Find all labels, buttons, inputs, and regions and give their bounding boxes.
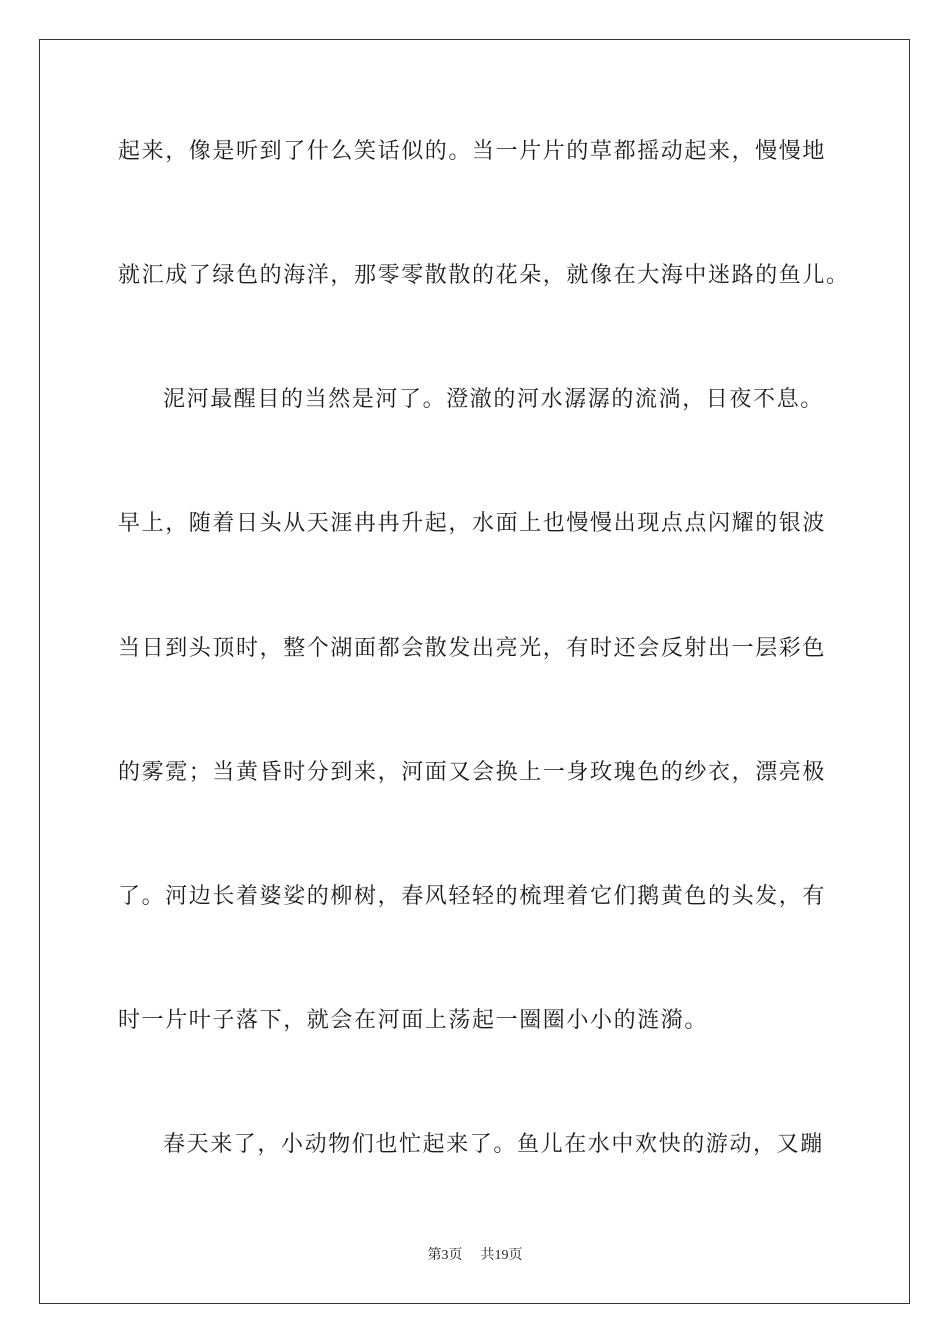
page-border — [39, 39, 910, 1304]
text-line-5: 当日到头顶时，整个湖面都会散发出亮光，有时还会反射出一层彩色 — [118, 636, 827, 661]
text-line-1: 起来，像是听到了什么笑话似的。当一片片的草都摇动起来，慢慢地 — [118, 139, 827, 164]
text-line-6: 的雾霓；当黄昏时分到来，河面又会换上一身玫瑰色的纱衣，漂亮极 — [118, 760, 827, 785]
text-line-4: 早上，随着日头从天涯冉冉升起，水面上也慢慢出现点点闪耀的银波 — [118, 511, 827, 536]
text-line-2: 就汇成了绿色的海洋，那零零散散的花朵，就像在大海中迷路的鱼儿。 — [118, 263, 850, 288]
text-line-9: 春天来了，小动物们也忙起来了。鱼儿在水中欢快的游动，又蹦 — [163, 1132, 824, 1157]
text-line-3: 泥河最醒目的当然是河了。澄澈的河水潺潺的流淌，日夜不息。 — [163, 387, 824, 412]
page-total: 共19页 — [480, 1248, 523, 1263]
page-number: 第3页 — [427, 1248, 463, 1263]
page-footer — [0, 1247, 950, 1265]
text-line-8: 时一片叶子落下，就会在河面上荡起一圈圈小小的涟漪。 — [118, 1008, 709, 1033]
text-line-7: 了。河边长着婆娑的柳树，春风轻轻的梳理着它们鹅黄色的头发，有 — [118, 884, 827, 909]
